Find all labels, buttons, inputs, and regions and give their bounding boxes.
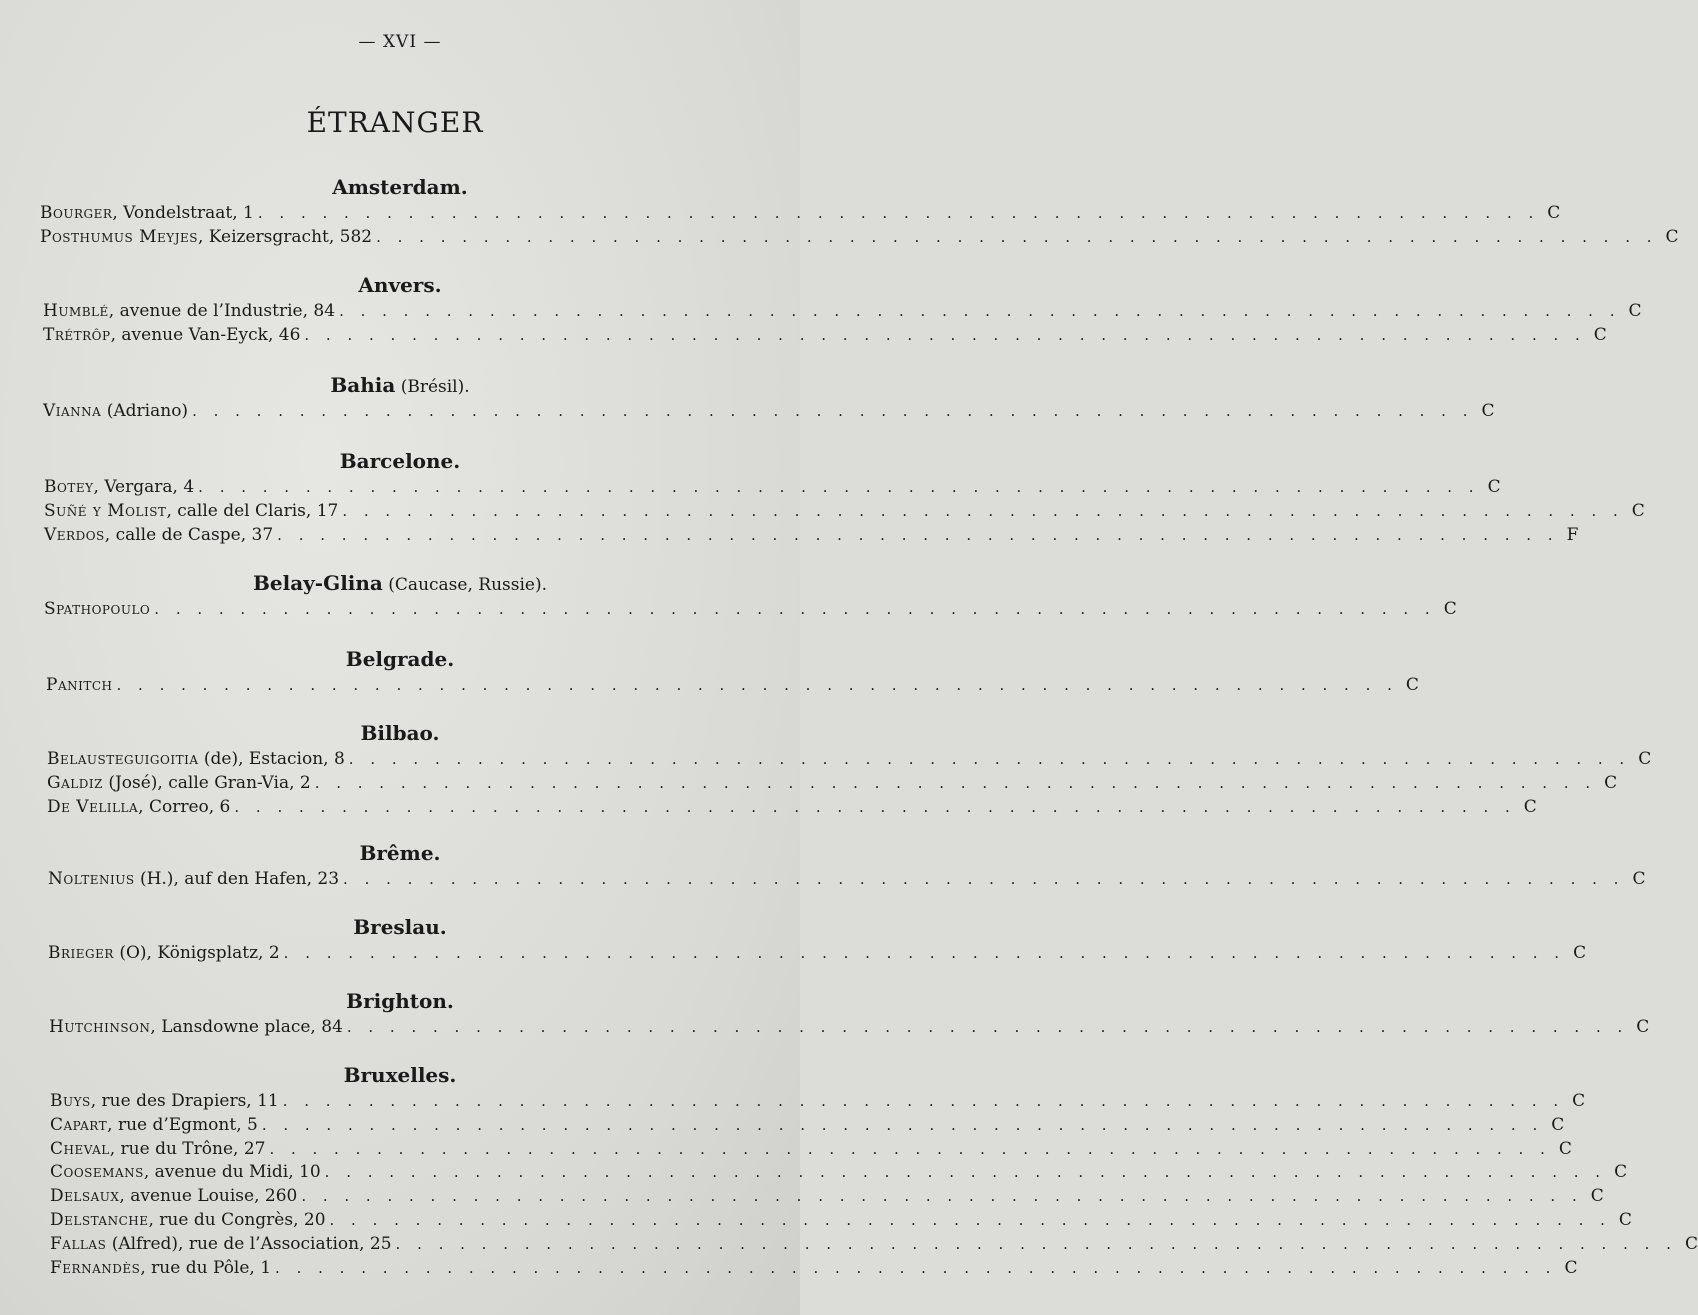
directory-entry [0, 796, 1537, 820]
entry-code: C [1604, 772, 1618, 793]
directory-entry [0, 1185, 1604, 1209]
dot-leader: . . . . . . . . . . . . . . . . . . . . . . . . . . . . . . . . . . . . . . . . . . . . . . . . . . . . . . . . . . . . [192, 402, 1474, 420]
city-note: (Caucase, Russie). [382, 575, 547, 595]
directory-entry [0, 1090, 1586, 1114]
directory-entry [0, 1138, 1572, 1162]
city-note: (Brésil). [395, 377, 470, 397]
entry-code: F [1566, 524, 1579, 545]
directory-entry [0, 598, 1457, 622]
city-heading [0, 644, 800, 674]
entry-code: C [1573, 943, 1587, 963]
page-title: ÉTRANGER [306, 106, 484, 139]
entry-name: Coosemans [50, 1162, 144, 1183]
directory-entry [0, 300, 1642, 324]
directory-entry [0, 868, 1646, 892]
dot-leader: . . . . . . . . . . . . . . . . . . . . . . . . . . . . . . . . . . . . . . . . . . . . . . . . . . . . . . . . . . . . [376, 227, 1658, 246]
entry-address: (de), Estacion, 8 [198, 749, 345, 769]
entry-address: , rue du Pôle, 1 [140, 1257, 272, 1278]
entry-code: C [1523, 796, 1537, 817]
city-section [0, 1060, 1698, 1280]
entry-address: , avenue du Midi, 10 [143, 1162, 321, 1183]
city-heading [0, 370, 800, 400]
entry-name: Delsaux [50, 1186, 120, 1207]
entry-code: C [1443, 599, 1457, 619]
city-heading [0, 912, 800, 942]
entry-code: C [1547, 203, 1561, 223]
entry-address: , Correo, 6 [138, 796, 231, 817]
entry-address: , calle de Caspe, 37 [104, 524, 274, 545]
city-name: Breslau. [353, 915, 447, 939]
city-section [0, 172, 1679, 250]
dot-leader: . . . . . . . . . . . . . . . . . . . . . . . . . . . . . . . . . . . . . . . . . . . . . . . . . . . . . . . . . . . . [304, 325, 1586, 344]
directory-entry [0, 674, 1419, 698]
page-number: — XVI — [358, 32, 442, 52]
directory-entry [0, 524, 1579, 548]
city-name: Bruxelles. [343, 1063, 457, 1087]
city-name: Brighton. [346, 989, 454, 1013]
entry-name: Buys [50, 1091, 91, 1111]
entry-name: Capart [50, 1114, 108, 1135]
city-heading [0, 446, 800, 476]
entry-name: Noltenius [48, 869, 135, 889]
entry-code: C [1405, 675, 1419, 695]
dot-leader: . . . . . . . . . . . . . . . . . . . . . . . . . . . . . . . . . . . . . . . . . . . . . . . . . . . . . . . . . . . . [234, 797, 1516, 816]
entry-code: C [1684, 1233, 1698, 1254]
entry-name: Brieger [48, 943, 114, 963]
entry-code: C [1590, 1186, 1604, 1207]
dot-leader: . . . . . . . . . . . . . . . . . . . . . . . . . . . . . . . . . . . . . . . . . . . . . . . . . . . . . . . . . . . . [154, 600, 1436, 618]
city-section [0, 568, 1457, 622]
entry-address: , calle del Claris, 17 [166, 500, 339, 521]
entry-address: , avenue Louise, 260 [119, 1186, 298, 1207]
city-section [0, 912, 1587, 966]
entry-name: Fernandès [50, 1257, 141, 1278]
city-heading [0, 568, 800, 598]
directory-entry [0, 772, 1618, 796]
directory-entry [0, 748, 1652, 772]
directory-entry [0, 1016, 1650, 1040]
entry-code: C [1564, 1257, 1578, 1278]
city-section [0, 446, 1645, 547]
entry-name: Posthumus Meyjes [40, 226, 198, 247]
dot-leader: . . . . . . . . . . . . . . . . . . . . . . . . . . . . . . . . . . . . . . . . . . . . . . . . . . . . . . . . . . . . [257, 204, 1540, 222]
directory-entry [0, 476, 1501, 500]
entry-name: Suñé y Molist [44, 500, 167, 521]
entry-address: , rue des Drapiers, 11 [90, 1091, 279, 1111]
entry-name: Trétrôp [43, 324, 111, 345]
entry-code: C [1618, 1209, 1632, 1230]
city-heading [0, 838, 800, 868]
dot-leader: . . . . . . . . . . . . . . . . . . . . . . . . . . . . . . . . . . . . . . . . . . . . . . . . . . . . . . . . . . . . [395, 1234, 1677, 1253]
entry-code: C [1487, 477, 1501, 497]
directory-entry [0, 1209, 1632, 1233]
entry-code: C [1572, 1091, 1586, 1111]
directory-entry [0, 226, 1679, 250]
dot-leader: . . . . . . . . . . . . . . . . . . . . . . . . . . . . . . . . . . . . . . . . . . . . . . . . . . . . . . . . . . . . [283, 944, 1566, 962]
city-section [0, 370, 1495, 424]
city-name: Amsterdam. [332, 175, 468, 199]
entry-address: , Vondelstraat, 1 [112, 203, 254, 223]
entry-address: (José), calle Gran-Via, 2 [102, 772, 311, 793]
entry-code: C [1631, 500, 1645, 521]
entry-code: C [1551, 1114, 1565, 1135]
entry-name: Belausteguigoitia [47, 749, 199, 769]
entry-code: C [1593, 324, 1607, 345]
dot-leader: . . . . . . . . . . . . . . . . . . . . . . . . . . . . . . . . . . . . . . . . . . . . . . . . . . . . . . . . . . . . [282, 1092, 1565, 1110]
city-section [0, 718, 1652, 819]
city-heading [0, 172, 800, 202]
dot-leader: . . . . . . . . . . . . . . . . . . . . . . . . . . . . . . . . . . . . . . . . . . . . . . . . . . . . . . . . . . . . [301, 1187, 1583, 1206]
entry-address: , rue d’Egmont, 5 [107, 1114, 258, 1135]
entry-code: C [1628, 301, 1642, 321]
entry-code: C [1481, 401, 1495, 421]
dot-leader: . . . . . . . . . . . . . . . . . . . . . . . . . . . . . . . . . . . . . . . . . . . . . . . . . . . . . . . . . . . . [269, 1139, 1551, 1158]
directory-entry [0, 500, 1645, 524]
city-section [0, 838, 1646, 892]
entry-name: De Velilla [47, 796, 139, 817]
dot-leader: . . . . . . . . . . . . . . . . . . . . . . . . . . . . . . . . . . . . . . . . . . . . . . . . . . . . . . . . . . . . [261, 1115, 1544, 1134]
entry-address: , rue du Trône, 27 [109, 1138, 266, 1159]
dot-leader: . . . . . . . . . . . . . . . . . . . . . . . . . . . . . . . . . . . . . . . . . . . . . . . . . . . . . . . . . . . . [198, 478, 1480, 496]
dot-leader: . . . . . . . . . . . . . . . . . . . . . . . . . . . . . . . . . . . . . . . . . . . . . . . . . . . . . . . . . . . . [343, 870, 1625, 888]
entry-code: C [1558, 1138, 1572, 1159]
entry-name: Cheval [50, 1138, 110, 1159]
city-name: Barcelone. [339, 449, 461, 473]
directory-entry [0, 1257, 1578, 1281]
entry-name: Vianna [43, 401, 102, 421]
dot-leader: . . . . . . . . . . . . . . . . . . . . . . . . . . . . . . . . . . . . . . . . . . . . . . . . . . . . . . . . . . . . [329, 1210, 1611, 1229]
entry-name: Panitch [46, 675, 113, 695]
entry-name: Galdiz [47, 772, 103, 793]
city-name: Brême. [359, 841, 441, 865]
entry-name: Hutchinson [49, 1017, 151, 1037]
city-name: Belay-Glina [253, 571, 383, 595]
entry-address: (Adriano) [101, 401, 189, 421]
dot-leader: . . . . . . . . . . . . . . . . . . . . . . . . . . . . . . . . . . . . . . . . . . . . . . . . . . . . . . . . . . . . [275, 1258, 1557, 1277]
dot-leader: . . . . . . . . . . . . . . . . . . . . . . . . . . . . . . . . . . . . . . . . . . . . . . . . . . . . . . . . . . . . [277, 525, 1559, 544]
entry-name: Spathopoulo [44, 599, 151, 619]
dot-leader: . . . . . . . . . . . . . . . . . . . . . . . . . . . . . . . . . . . . . . . . . . . . . . . . . . . . . . . . . . . . [346, 1018, 1629, 1036]
entry-name: Humblé [43, 301, 109, 321]
directory-entry [0, 202, 1561, 226]
dot-leader: . . . . . . . . . . . . . . . . . . . . . . . . . . . . . . . . . . . . . . . . . . . . . . . . . . . . . . . . . . . . [348, 750, 1631, 768]
directory-entry [0, 942, 1587, 966]
dot-leader: . . . . . . . . . . . . . . . . . . . . . . . . . . . . . . . . . . . . . . . . . . . . . . . . . . . . . . . . . . . . [324, 1163, 1607, 1182]
city-heading [0, 986, 800, 1016]
entry-code: C [1632, 869, 1646, 889]
entry-name: Botey [44, 477, 94, 497]
entry-address: , Lansdowne place, 84 [150, 1017, 343, 1037]
entry-address: , avenue Van-Eyck, 46 [110, 324, 301, 345]
city-heading [0, 270, 800, 300]
entry-address: (H.), auf den Hafen, 23 [134, 869, 340, 889]
dot-leader: . . . . . . . . . . . . . . . . . . . . . . . . . . . . . . . . . . . . . . . . . . . . . . . . . . . . . . . . . . . . [314, 773, 1597, 792]
city-section [0, 986, 1650, 1040]
dot-leader: . . . . . . . . . . . . . . . . . . . . . . . . . . . . . . . . . . . . . . . . . . . . . . . . . . . . . . . . . . . . [339, 302, 1621, 320]
directory-entry [0, 1114, 1565, 1138]
entry-address: , avenue de l’Industrie, 84 [108, 301, 336, 321]
entry-code: C [1636, 1017, 1650, 1037]
city-heading [0, 718, 800, 748]
entry-name: Verdos [44, 524, 105, 545]
entry-address: , rue du Congrès, 20 [148, 1209, 326, 1230]
city-name: Anvers. [358, 273, 442, 297]
entry-name: Fallas [50, 1233, 107, 1254]
city-section [0, 644, 1419, 698]
directory-entry [0, 1161, 1628, 1185]
directory-entry [0, 400, 1495, 424]
entry-address: (Alfred), rue de l’Association, 25 [106, 1233, 392, 1254]
city-section [0, 270, 1642, 348]
dot-leader: . . . . . . . . . . . . . . . . . . . . . . . . . . . . . . . . . . . . . . . . . . . . . . . . . . . . . . . . . . . . [342, 501, 1624, 520]
entry-code: C [1638, 749, 1652, 769]
entry-address: , Keizersgracht, 582 [197, 226, 373, 247]
entry-name: Bourger [40, 203, 113, 223]
entry-code: C [1665, 226, 1679, 247]
entry-code: C [1614, 1162, 1628, 1183]
city-name: Bilbao. [360, 721, 440, 745]
entry-address: , Vergara, 4 [93, 477, 195, 497]
entry-address: (O), Königsplatz, 2 [113, 943, 280, 963]
city-heading [0, 1060, 800, 1090]
dot-leader: . . . . . . . . . . . . . . . . . . . . . . . . . . . . . . . . . . . . . . . . . . . . . . . . . . . . . . . . . . . . [116, 676, 1398, 694]
city-name: Bahia [330, 373, 396, 397]
city-name: Belgrade. [345, 647, 455, 671]
directory-entry [0, 1233, 1698, 1257]
directory-entry [0, 324, 1607, 348]
entry-name: Delstanche [50, 1209, 149, 1230]
